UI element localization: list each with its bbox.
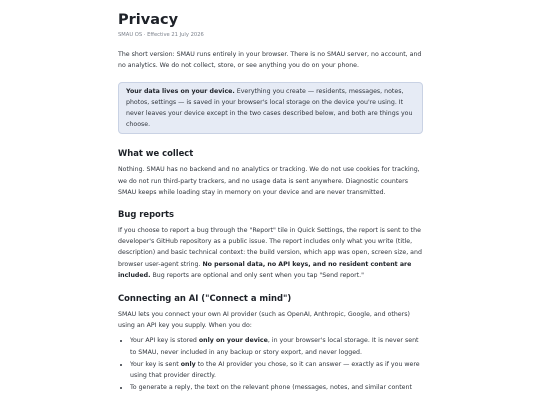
- list-item: [130, 359, 423, 381]
- list-item: [130, 382, 423, 393]
- section-body: SMAU lets you connect your own AI provider (such as OpenAI, Anthropic, Google, and others) using an API key you supply. When you do:: [118, 311, 410, 330]
- list-item-text: to the AI provider you chose, so it can answer — exactly as if you were using that provider directly.: [130, 360, 420, 380]
- list-item-text: Your API key is stored: [130, 337, 199, 345]
- ai-bullet-list: [118, 335, 423, 393]
- list-item-text: , in your browser's local storage. It is never sent to SMAU, never included in any backup or story export, and never logged.: [130, 337, 419, 356]
- section-heading: Bug reports: [118, 209, 174, 220]
- callout-body: Everything you create — residents, messages, notes, photos, settings — is saved in your browser's local storage on the device you're using. It never leaves your device except in the two cases described below, and both are things you choose.: [126, 88, 413, 129]
- page-meta: SMAU OS · Effective 21 July 2026: [118, 32, 204, 38]
- list-item-text: To generate a reply, the text on the relevant phone (messages, notes, and similar content: [130, 384, 412, 392]
- section-heading: Connecting an AI ("Connect a mind"): [118, 293, 292, 304]
- bug-text-2: Bug reports are optional and only sent when you tap "Send report.": [150, 271, 364, 279]
- list-item-text: Your key is sent: [130, 360, 181, 368]
- list-item-bold: only on your device: [198, 337, 268, 345]
- section-body: Nothing. SMAU has no backend and no analytics or tracking. We do not use cookies for tracking, we do not run third-party trackers, and no usage data is sent anywhere. Diagnostic counters SMAU keeps while loading stay in memory on your device and are never transmitted.: [118, 166, 420, 196]
- list-item-bold: only: [180, 360, 196, 368]
- section-heading: What we collect: [118, 148, 194, 159]
- privacy-page: [118, 11, 423, 394]
- intro-paragraph: The short version: SMAU runs entirely in your browser. There is no SMAU server, no account, and no analytics. We do not collect, store, or see anything you do on your phone.: [118, 51, 422, 70]
- bug-text-1: If you choose to report a bug through the "Report" tile in Quick Settings, the report is sent to the developer's GitHub repository as a public issue. The report includes only what you write (title, description) and basic technical context: the build version, which app was open, screen size, and browser user-agent string.: [118, 227, 422, 268]
- callout-text: [126, 86, 415, 130]
- list-item: [130, 335, 423, 357]
- page-title: Privacy: [118, 12, 179, 28]
- section-body: [118, 225, 423, 281]
- data-callout: [118, 82, 423, 134]
- bug-bold: No personal data, no API keys, and no resident content are included.: [118, 260, 412, 279]
- callout-bold: Your data lives on your device.: [126, 88, 235, 96]
- section-bug-reports: [118, 208, 423, 281]
- section-what-we-collect: [118, 147, 423, 198]
- section-connecting-ai: [118, 292, 423, 393]
